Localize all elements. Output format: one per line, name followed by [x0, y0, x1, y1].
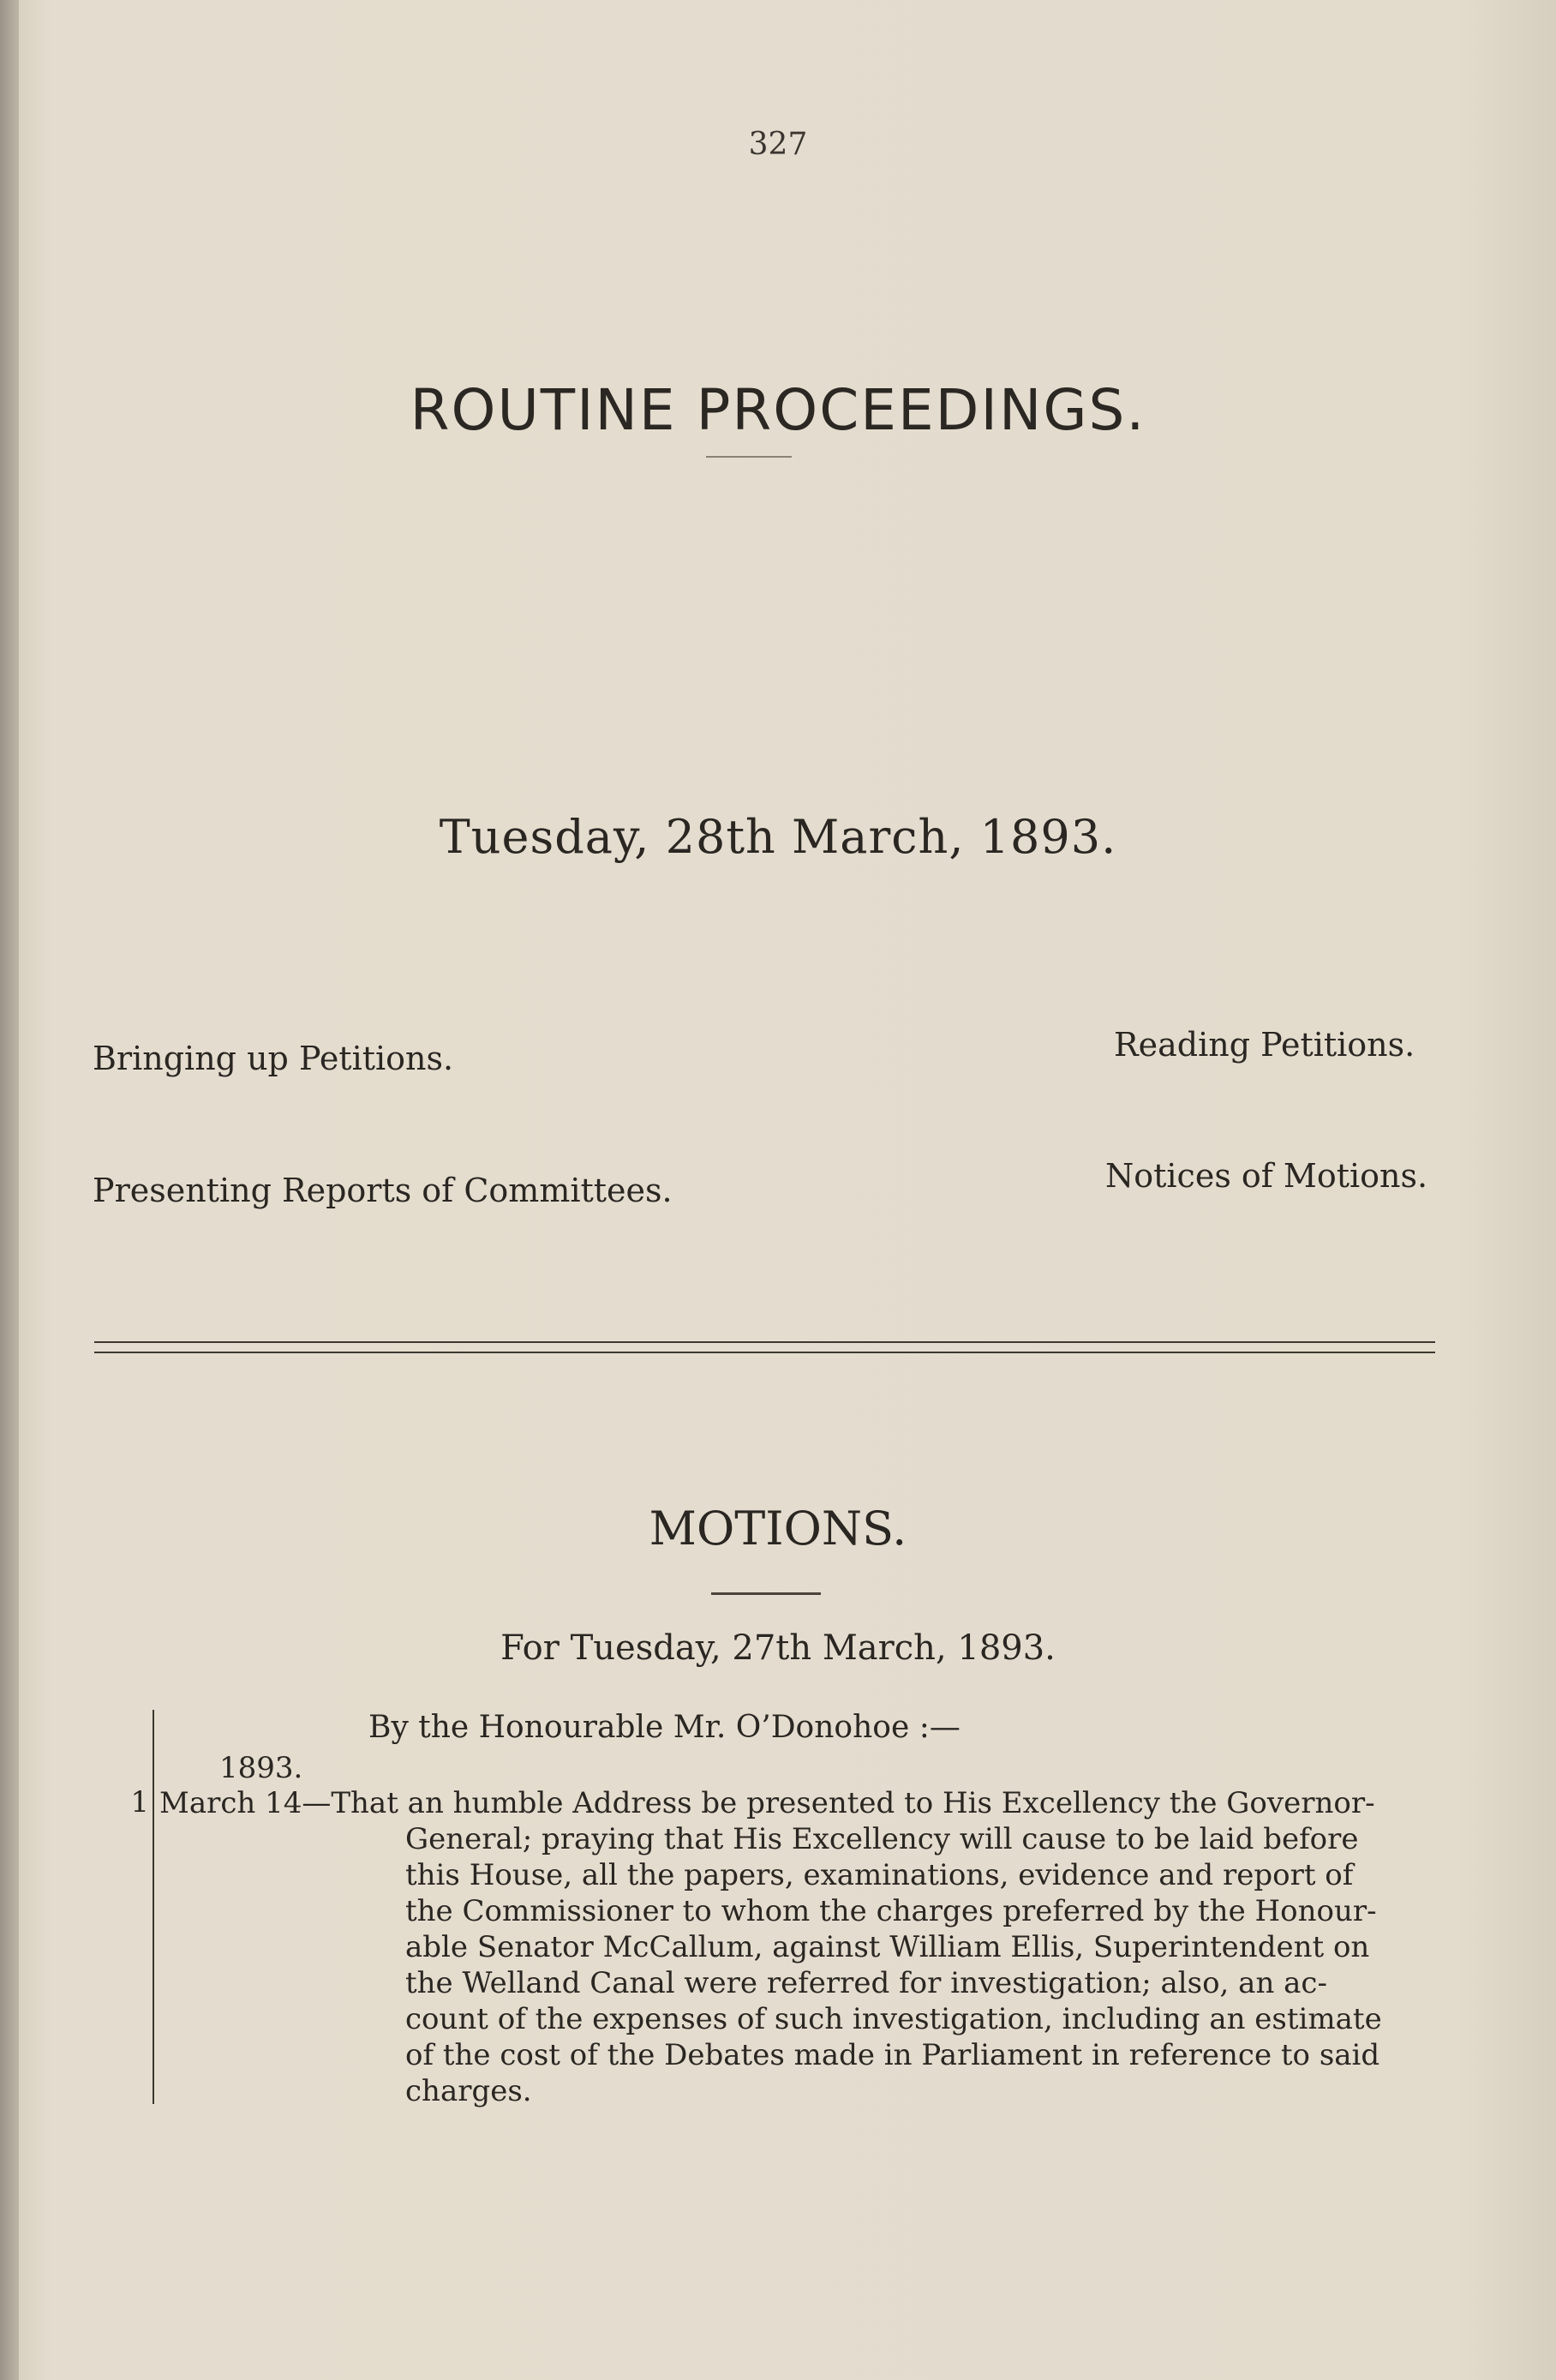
motion-text-line-4: the Commissioner to whom the charges preferred by the Honour-	[405, 1894, 1377, 1928]
routine-item-presenting-reports: Presenting Reports of Committees.	[93, 1172, 673, 1209]
motion-year: 1893.	[219, 1751, 303, 1785]
routine-proceedings-heading: ROUTINE PROCEEDINGS.	[410, 377, 1146, 443]
motion-date: March 14—	[159, 1786, 332, 1820]
routine-item-bringing-up-petitions: Bringing up Petitions.	[93, 1040, 454, 1077]
motion-text-line-9: charges.	[405, 2074, 532, 2108]
motions-heading-rule	[711, 1592, 821, 1595]
page-number: 327	[748, 127, 808, 162]
routine-item-reading-petitions: Reading Petitions.	[1114, 1026, 1415, 1064]
motion-mover: By the Honourable Mr. O’Donohoe :—	[368, 1710, 961, 1745]
motion-text-line-1	[159, 1785, 1445, 1821]
motion-text-line-7: count of the expenses of such investigation, including an estimate	[405, 2002, 1382, 2036]
motion-margin-line	[153, 1710, 154, 2104]
book-binding-edge	[0, 0, 19, 2380]
motion-text-line-2: General; praying that His Excellency will cause to be laid before	[405, 1822, 1359, 1856]
motion-text	[159, 1785, 1445, 2109]
heading-rule	[706, 456, 792, 458]
motion-entry	[129, 1710, 1448, 2108]
motion-text-line-5: able Senator McCallum, against William Ellis, Superintendent on	[405, 1930, 1370, 1964]
section-divider	[94, 1341, 1435, 1353]
motion-text-line-3: this House, all the papers, examinations, evidence and report of	[405, 1858, 1354, 1892]
motion-text-line-8: of the cost of the Debates made in Parliament in reference to said	[405, 2038, 1380, 2072]
motion-number: 1	[130, 1785, 149, 1819]
routine-item-notices-of-motions: Notices of Motions.	[1105, 1157, 1428, 1195]
motions-for-date: For Tuesday, 27th March, 1893.	[500, 1628, 1056, 1668]
sitting-date: Tuesday, 28th March, 1893.	[439, 810, 1117, 864]
motions-heading: MOTIONS.	[649, 1502, 907, 1556]
motion-text-line-1-text: That an humble Address be presented to His Excellency the Governor-	[331, 1786, 1375, 1820]
motion-text-line-6: the Welland Canal were referred for investigation; also, an ac-	[405, 1966, 1327, 2000]
